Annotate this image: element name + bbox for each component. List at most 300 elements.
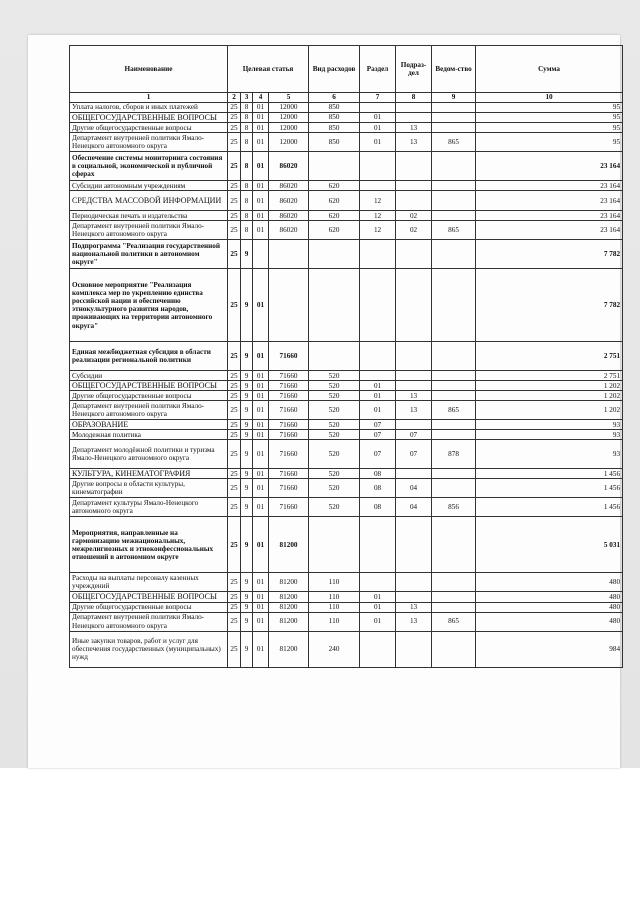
- cell-kbk-3: 8: [241, 103, 253, 113]
- cell-razdel: [360, 103, 396, 113]
- cell-kbk-2: 25: [228, 602, 241, 612]
- cell-razdel: 07: [360, 420, 396, 430]
- cell-vedomstvo: 865: [432, 133, 476, 152]
- row-name: Подпрограмма "Реализация государственной национальной политики в автономном округе": [70, 240, 228, 269]
- cell-vid: 620: [309, 211, 360, 221]
- cell-kbk-3: 9: [241, 430, 253, 440]
- cell-kbk-3: 8: [241, 181, 253, 191]
- cell-kbk-2: 25: [228, 517, 241, 573]
- table-row: [70, 123, 623, 133]
- cell-kbk-4: 01: [253, 517, 269, 573]
- cell-vedomstvo: [432, 602, 476, 612]
- cell-kbk-3: 9: [241, 498, 253, 517]
- cell-kbk-3: 9: [241, 371, 253, 381]
- cell-vid: 110: [309, 592, 360, 602]
- cell-razdel: 01: [360, 612, 396, 631]
- cell-razdel: 01: [360, 602, 396, 612]
- cell-vedomstvo: 865: [432, 401, 476, 420]
- cell-kbk-3: 9: [241, 391, 253, 401]
- cell-kbk-3: 9: [241, 240, 253, 269]
- cell-kbk-5: 81200: [269, 602, 309, 612]
- cell-razdel: 01: [360, 113, 396, 123]
- cell-podrazdel: [396, 631, 432, 667]
- cell-kbk-2: 25: [228, 269, 241, 342]
- cell-kbk-4: 01: [253, 181, 269, 191]
- cell-kbk-2: 25: [228, 211, 241, 221]
- table-row: [70, 573, 623, 592]
- cell-vid: 520: [309, 479, 360, 498]
- row-name: Основное мероприятие "Реализация комплекса мер по укреплению единства российской нации и обеспечению этнокультурного развития народов, проживающих на территории автономного округа": [70, 269, 228, 342]
- cell-podrazdel: 07: [396, 430, 432, 440]
- col-number: 9: [432, 93, 476, 103]
- cell-vedomstvo: [432, 181, 476, 191]
- cell-kbk-4: 01: [253, 420, 269, 430]
- cell-kbk-4: 01: [253, 401, 269, 420]
- col-number: 6: [309, 93, 360, 103]
- cell-summa: 480: [476, 592, 623, 602]
- row-name: Обеспечение системы мониторинга состояния в социальной, экономической и публичной сферах: [70, 152, 228, 181]
- cell-razdel: [360, 371, 396, 381]
- cell-vedomstvo: [432, 391, 476, 401]
- cell-vedomstvo: [432, 479, 476, 498]
- cell-kbk-2: 25: [228, 113, 241, 123]
- cell-kbk-5: 81200: [269, 612, 309, 631]
- cell-vedomstvo: [432, 152, 476, 181]
- cell-kbk-4: 01: [253, 381, 269, 391]
- cell-vid: 110: [309, 573, 360, 592]
- header-summa: Сумма: [476, 46, 623, 93]
- cell-kbk-3: 9: [241, 612, 253, 631]
- cell-kbk-2: 25: [228, 592, 241, 602]
- cell-kbk-2: 25: [228, 469, 241, 479]
- table-row: [70, 381, 623, 391]
- cell-kbk-2: 25: [228, 381, 241, 391]
- cell-podrazdel: [396, 240, 432, 269]
- budget-table: [69, 45, 623, 668]
- row-name: Департамент молодёжной политики и туризма Ямало-Ненецкого автономного округа: [70, 440, 228, 469]
- cell-kbk-5: 71660: [269, 371, 309, 381]
- header-podrazdel: Подраз-дел: [396, 46, 432, 93]
- cell-kbk-2: 25: [228, 342, 241, 371]
- cell-podrazdel: 13: [396, 133, 432, 152]
- cell-vedomstvo: [432, 592, 476, 602]
- cell-kbk-2: 25: [228, 401, 241, 420]
- cell-podrazdel: [396, 269, 432, 342]
- cell-kbk-5: 71660: [269, 469, 309, 479]
- col-number: 2: [228, 93, 241, 103]
- cell-razdel: 12: [360, 221, 396, 240]
- cell-podrazdel: [396, 152, 432, 181]
- cell-kbk-2: 25: [228, 191, 241, 211]
- cell-podrazdel: [396, 103, 432, 113]
- cell-podrazdel: [396, 371, 432, 381]
- cell-vid: 520: [309, 371, 360, 381]
- cell-vid: 520: [309, 420, 360, 430]
- cell-podrazdel: [396, 191, 432, 211]
- row-name: Департамент внутренней политики Ямало-Ненецкого автономного округа: [70, 221, 228, 240]
- cell-kbk-3: 8: [241, 211, 253, 221]
- cell-kbk-3: 8: [241, 191, 253, 211]
- cell-kbk-2: 25: [228, 181, 241, 191]
- cell-vid: 520: [309, 381, 360, 391]
- cell-vedomstvo: [432, 420, 476, 430]
- cell-vedomstvo: [432, 381, 476, 391]
- cell-kbk-5: 81200: [269, 573, 309, 592]
- cell-kbk-2: 25: [228, 123, 241, 133]
- cell-kbk-2: 25: [228, 152, 241, 181]
- cell-razdel: 01: [360, 133, 396, 152]
- cell-razdel: [360, 631, 396, 667]
- cell-kbk-3: 8: [241, 113, 253, 123]
- cell-vid: [309, 269, 360, 342]
- cell-kbk-2: 25: [228, 391, 241, 401]
- cell-kbk-5: 86020: [269, 211, 309, 221]
- col-number: 5: [269, 93, 309, 103]
- cell-vid: 620: [309, 191, 360, 211]
- cell-vedomstvo: [432, 371, 476, 381]
- cell-vedomstvo: [432, 113, 476, 123]
- cell-kbk-4: 01: [253, 573, 269, 592]
- cell-kbk-2: 25: [228, 371, 241, 381]
- cell-razdel: [360, 342, 396, 371]
- row-name: Другие общегосударственные вопросы: [70, 602, 228, 612]
- cell-podrazdel: 13: [396, 612, 432, 631]
- table-body: [70, 103, 623, 668]
- cell-vedomstvo: 856: [432, 498, 476, 517]
- row-name: ОБРАЗОВАНИЕ: [70, 420, 228, 430]
- cell-podrazdel: 07: [396, 440, 432, 469]
- cell-kbk-5: 71660: [269, 342, 309, 371]
- cell-kbk-3: 9: [241, 381, 253, 391]
- cell-razdel: 08: [360, 479, 396, 498]
- cell-vid: 520: [309, 440, 360, 469]
- cell-kbk-3: 8: [241, 133, 253, 152]
- cell-razdel: 01: [360, 401, 396, 420]
- cell-vid: 110: [309, 602, 360, 612]
- cell-razdel: [360, 573, 396, 592]
- cell-kbk-3: 9: [241, 420, 253, 430]
- cell-summa: 93: [476, 430, 623, 440]
- cell-podrazdel: 02: [396, 221, 432, 240]
- header-razdel: Раздел: [360, 46, 396, 93]
- table-row: [70, 498, 623, 517]
- cell-summa: 1 202: [476, 401, 623, 420]
- cell-kbk-2: 25: [228, 631, 241, 667]
- cell-kbk-2: 25: [228, 440, 241, 469]
- cell-summa: 7 782: [476, 240, 623, 269]
- cell-kbk-3: 8: [241, 123, 253, 133]
- cell-kbk-2: 25: [228, 240, 241, 269]
- cell-podrazdel: [396, 113, 432, 123]
- cell-kbk-3: 9: [241, 401, 253, 420]
- cell-kbk-2: 25: [228, 479, 241, 498]
- row-name: Другие общегосударственные вопросы: [70, 123, 228, 133]
- row-name: Уплата налогов, сборов и иных платежей: [70, 103, 228, 113]
- cell-kbk-4: 01: [253, 612, 269, 631]
- cell-vid: [309, 517, 360, 573]
- cell-kbk-4: 01: [253, 103, 269, 113]
- cell-kbk-5: 81200: [269, 631, 309, 667]
- cell-kbk-2: 25: [228, 573, 241, 592]
- cell-vid: 520: [309, 391, 360, 401]
- cell-razdel: 08: [360, 469, 396, 479]
- cell-vedomstvo: [432, 430, 476, 440]
- cell-kbk-3: 9: [241, 631, 253, 667]
- cell-kbk-5: 71660: [269, 498, 309, 517]
- cell-kbk-4: 01: [253, 152, 269, 181]
- cell-vedomstvo: [432, 269, 476, 342]
- row-name: Субсидии автономным учреждениям: [70, 181, 228, 191]
- cell-summa: 5 031: [476, 517, 623, 573]
- col-number: 10: [476, 93, 623, 103]
- cell-kbk-2: 25: [228, 103, 241, 113]
- cell-summa: 23 164: [476, 221, 623, 240]
- cell-vid: 110: [309, 612, 360, 631]
- row-name: Единая межбюджетная субсидия в области реализации региональной политики: [70, 342, 228, 371]
- cell-razdel: 12: [360, 191, 396, 211]
- cell-kbk-4: 01: [253, 133, 269, 152]
- cell-razdel: [360, 152, 396, 181]
- row-name: Департамент внутренней политики Ямало-Ненецкого автономного округа: [70, 133, 228, 152]
- cell-podrazdel: [396, 592, 432, 602]
- cell-razdel: [360, 240, 396, 269]
- cell-vedomstvo: [432, 573, 476, 592]
- cell-kbk-4: 01: [253, 191, 269, 211]
- cell-kbk-5: 12000: [269, 123, 309, 133]
- cell-vedomstvo: [432, 631, 476, 667]
- table-row: [70, 602, 623, 612]
- col-number: 4: [253, 93, 269, 103]
- cell-podrazdel: [396, 420, 432, 430]
- cell-vid: 620: [309, 181, 360, 191]
- cell-razdel: 01: [360, 592, 396, 602]
- cell-kbk-3: 8: [241, 221, 253, 240]
- cell-kbk-5: 12000: [269, 113, 309, 123]
- cell-razdel: 01: [360, 391, 396, 401]
- cell-kbk-3: 9: [241, 479, 253, 498]
- cell-razdel: 07: [360, 440, 396, 469]
- cell-kbk-4: 01: [253, 430, 269, 440]
- row-name: Другие общегосударственные вопросы: [70, 391, 228, 401]
- cell-kbk-3: 8: [241, 152, 253, 181]
- cell-vid: [309, 152, 360, 181]
- cell-kbk-5: 71660: [269, 391, 309, 401]
- cell-vid: 520: [309, 430, 360, 440]
- cell-summa: 23 164: [476, 181, 623, 191]
- header-vid: Вид расходов: [309, 46, 360, 93]
- cell-vid: 850: [309, 123, 360, 133]
- cell-summa: 2 751: [476, 342, 623, 371]
- cell-summa: 23 164: [476, 211, 623, 221]
- cell-vid: [309, 240, 360, 269]
- cell-podrazdel: 13: [396, 602, 432, 612]
- header-target: Целевая статья: [228, 46, 309, 93]
- cell-kbk-5: 86020: [269, 181, 309, 191]
- cell-kbk-2: 25: [228, 430, 241, 440]
- row-name: Департамент внутренней политики Ямало-Ненецкого автономного округа: [70, 612, 228, 631]
- cell-kbk-4: 01: [253, 469, 269, 479]
- table-row: [70, 371, 623, 381]
- table-row: [70, 133, 623, 152]
- cell-vid: 850: [309, 113, 360, 123]
- cell-podrazdel: [396, 517, 432, 573]
- cell-summa: 93: [476, 440, 623, 469]
- row-name: СРЕДСТВА МАССОВОЙ ИНФОРМАЦИИ: [70, 191, 228, 211]
- cell-podrazdel: 13: [396, 123, 432, 133]
- row-name: Субсидии: [70, 371, 228, 381]
- row-name: КУЛЬТУРА, КИНЕМАТОГРАФИЯ: [70, 469, 228, 479]
- cell-kbk-2: 25: [228, 612, 241, 631]
- cell-vedomstvo: [432, 469, 476, 479]
- cell-vedomstvo: [432, 517, 476, 573]
- cell-vid: 620: [309, 221, 360, 240]
- cell-razdel: [360, 517, 396, 573]
- cell-kbk-5: 86020: [269, 191, 309, 211]
- row-name: Иные закупки товаров, работ и услуг для обеспечения государственных (муниципальных) нужд: [70, 631, 228, 667]
- cell-kbk-5: 71660: [269, 381, 309, 391]
- cell-kbk-4: 01: [253, 602, 269, 612]
- cell-kbk-2: 25: [228, 133, 241, 152]
- cell-kbk-3: 9: [241, 269, 253, 342]
- table-row: [70, 181, 623, 191]
- cell-podrazdel: [396, 342, 432, 371]
- col-number: 3: [241, 93, 253, 103]
- cell-vedomstvo: 865: [432, 612, 476, 631]
- cell-kbk-5: 71660: [269, 420, 309, 430]
- cell-kbk-4: 01: [253, 123, 269, 133]
- cell-vedomstvo: [432, 123, 476, 133]
- cell-kbk-5: 71660: [269, 401, 309, 420]
- cell-razdel: 07: [360, 430, 396, 440]
- cell-kbk-4: 01: [253, 221, 269, 240]
- cell-vid: [309, 342, 360, 371]
- cell-kbk-4: 01: [253, 631, 269, 667]
- cell-summa: 480: [476, 602, 623, 612]
- cell-summa: 95: [476, 133, 623, 152]
- cell-podrazdel: 04: [396, 479, 432, 498]
- table-row: [70, 517, 623, 573]
- table-row: [70, 479, 623, 498]
- cell-vid: 850: [309, 133, 360, 152]
- cell-summa: 1 456: [476, 479, 623, 498]
- cell-summa: 95: [476, 113, 623, 123]
- cell-kbk-5: [269, 269, 309, 342]
- table-row: [70, 391, 623, 401]
- table-row: [70, 113, 623, 123]
- cell-kbk-4: 01: [253, 391, 269, 401]
- cell-summa: 480: [476, 612, 623, 631]
- table-row: [70, 103, 623, 113]
- cell-summa: 23 164: [476, 191, 623, 211]
- cell-summa: 95: [476, 123, 623, 133]
- cell-kbk-4: 01: [253, 269, 269, 342]
- row-name: Расходы на выплаты персоналу казенных учреждений: [70, 573, 228, 592]
- cell-kbk-4: 01: [253, 211, 269, 221]
- cell-kbk-4: 01: [253, 113, 269, 123]
- cell-summa: 1 456: [476, 469, 623, 479]
- cell-kbk-5: [269, 240, 309, 269]
- table-row: [70, 342, 623, 371]
- cell-vedomstvo: [432, 211, 476, 221]
- cell-vedomstvo: [432, 342, 476, 371]
- cell-podrazdel: 04: [396, 498, 432, 517]
- cell-kbk-3: 9: [241, 342, 253, 371]
- cell-summa: 1 456: [476, 498, 623, 517]
- cell-kbk-5: 86020: [269, 221, 309, 240]
- row-name: Мероприятия, направленные на гармонизацию межнациональных, межрелигиозных и этноконфессиональных отношений в автономном округе: [70, 517, 228, 573]
- table-row: [70, 430, 623, 440]
- cell-podrazdel: 13: [396, 401, 432, 420]
- table-row: [70, 152, 623, 181]
- cell-kbk-4: 01: [253, 440, 269, 469]
- cell-vedomstvo: 865: [432, 221, 476, 240]
- cell-kbk-4: 01: [253, 342, 269, 371]
- cell-summa: 2 751: [476, 371, 623, 381]
- cell-vid: 520: [309, 401, 360, 420]
- row-name: ОБЩЕГОСУДАРСТВЕННЫЕ ВОПРОСЫ: [70, 113, 228, 123]
- cell-kbk-5: 71660: [269, 440, 309, 469]
- column-number-row: [70, 93, 623, 103]
- header-row: [70, 46, 623, 93]
- cell-kbk-4: 01: [253, 592, 269, 602]
- header-vedomstvo: Ведом-ство: [432, 46, 476, 93]
- cell-kbk-5: 12000: [269, 103, 309, 113]
- cell-vedomstvo: 878: [432, 440, 476, 469]
- cell-razdel: 12: [360, 211, 396, 221]
- cell-podrazdel: 02: [396, 211, 432, 221]
- table-row: [70, 440, 623, 469]
- table-row: [70, 612, 623, 631]
- table-row: [70, 469, 623, 479]
- cell-kbk-2: 25: [228, 498, 241, 517]
- cell-podrazdel: [396, 181, 432, 191]
- row-name: ОБЩЕГОСУДАРСТВЕННЫЕ ВОПРОСЫ: [70, 592, 228, 602]
- cell-kbk-3: 9: [241, 592, 253, 602]
- row-name: Департамент внутренней политики Ямало-Ненецкого автономного округа: [70, 401, 228, 420]
- table-row: [70, 211, 623, 221]
- row-name: ОБЩЕГОСУДАРСТВЕННЫЕ ВОПРОСЫ: [70, 381, 228, 391]
- cell-podrazdel: [396, 469, 432, 479]
- cell-vid: 520: [309, 469, 360, 479]
- cell-kbk-4: 01: [253, 498, 269, 517]
- row-name: Молодежная политика: [70, 430, 228, 440]
- cell-vid: 520: [309, 498, 360, 517]
- row-name: Другие вопросы в области культуры, кинематографии: [70, 479, 228, 498]
- cell-kbk-3: 9: [241, 440, 253, 469]
- table-row: [70, 191, 623, 211]
- cell-kbk-3: 9: [241, 517, 253, 573]
- cell-razdel: 01: [360, 123, 396, 133]
- cell-summa: 1 202: [476, 391, 623, 401]
- table-row: [70, 240, 623, 269]
- cell-summa: 7 782: [476, 269, 623, 342]
- cell-podrazdel: 13: [396, 391, 432, 401]
- cell-kbk-3: 9: [241, 469, 253, 479]
- cell-summa: 984: [476, 631, 623, 667]
- cell-kbk-2: 25: [228, 420, 241, 430]
- cell-kbk-4: [253, 240, 269, 269]
- cell-kbk-5: 12000: [269, 133, 309, 152]
- row-name: Департамент культуры Ямало-Ненецкого автономного округа: [70, 498, 228, 517]
- table-row: [70, 221, 623, 240]
- cell-kbk-4: 01: [253, 371, 269, 381]
- cell-razdel: [360, 269, 396, 342]
- col-number: 1: [70, 93, 228, 103]
- cell-kbk-5: 71660: [269, 479, 309, 498]
- col-number: 8: [396, 93, 432, 103]
- table-row: [70, 631, 623, 667]
- cell-kbk-2: 25: [228, 221, 241, 240]
